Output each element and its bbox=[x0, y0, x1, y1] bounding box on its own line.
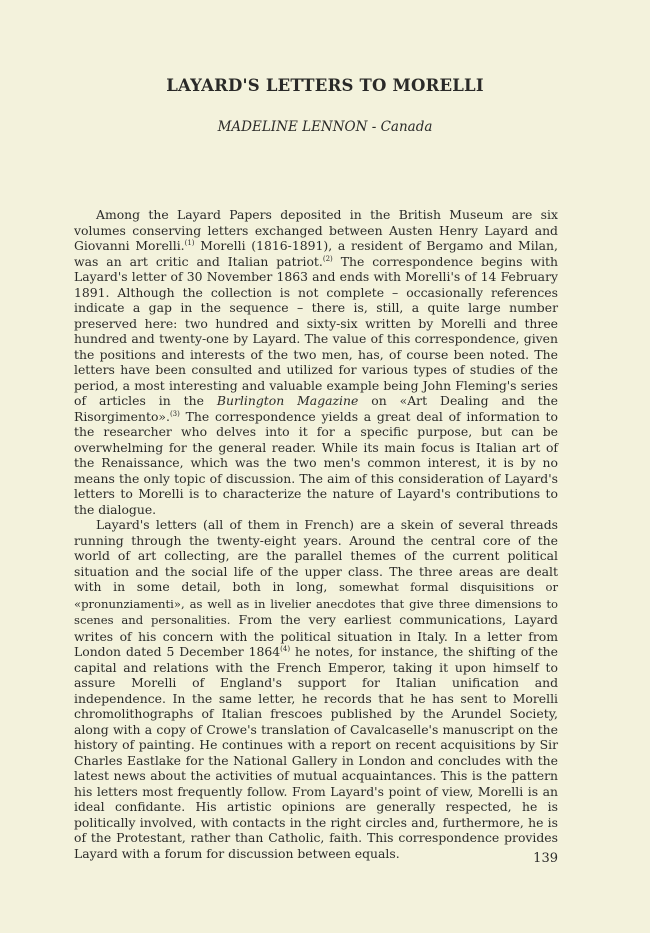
text-run: on «Art Dealing and the Risorgimento». bbox=[74, 393, 558, 424]
article-title: LAYARD'S LETTERS TO MORELLI bbox=[166, 76, 484, 95]
journal-title: Burlington Magazine bbox=[216, 393, 359, 408]
page-number: 139 bbox=[533, 851, 558, 866]
text-run: Morelli (1816-1891), a resident of Bergamo and Milan, was an art critic and Italian patriot. bbox=[74, 238, 558, 269]
footnote-ref-1: (1) bbox=[184, 238, 195, 247]
footnote-ref-2: (2) bbox=[322, 254, 333, 263]
author-name: MADELINE LENNON bbox=[217, 119, 368, 135]
text-run: Among the Layard Papers deposited in the British Museum are six volumes conserving letters exchanged between Austen Henry Layard and Giovanni Morelli. bbox=[74, 207, 558, 253]
text-run: he notes, for instance, the shifting of the capital and relations with the French Emperor, taking it upon himself to assure Morelli of England's support for Italian unification and independence. In the same letter, he records that he has sent to Morelli chromolithographs of Italian frescoes published by the Arundel Society, along with a copy of Crowe's translation of Cavalcaselle's manuscript on the history of painting. He continues with a report on recent acquisitions by Sir Charles Eastlake for the National Gallery in London and concludes with the latest news about the activities of mutual acquaintances. This is the pattern his letters most frequently follow. From Layard's point of view, Morelli is an ideal confidante. His artistic opinions are generally respected, he is politically involved, with contacts in the right circles and, furthermore, he is of the Protestant, rather than Catholic, faith. This correspondence provides Layard with a forum for discussion between equals. bbox=[74, 644, 558, 861]
text-run: From the very earliest communications, Layard writes of his concern with the political situation in Italy. In a letter from London dated 5 December 1864 bbox=[74, 612, 558, 659]
text-run: The correspondence begins with Layard's letter of 30 November 1863 and ends with Morelli's of 14 February 1891. Although the collection is not complete – occasionally references indicate a gap in the sequence – there is, still, a quite large number preserved here: two hundred and sixty-six written by Morelli and three hundred and twenty-one by Layard. The value of this correspondence, given the positions and interests of the two men, has, of course been noted. The letters have been consulted and utilized for various types of studies of the period, a most interesting and valuable example being John Fleming's series of articles in the bbox=[74, 253, 558, 408]
footnote-ref-4: (4) bbox=[280, 644, 291, 653]
author-line bbox=[0, 119, 650, 135]
article-body bbox=[74, 207, 558, 861]
text-run: somewhat formal disquisitions or «pronunziamenti», as well as in livelier anecdotes that give three dimensions to scenes and personalities. bbox=[74, 580, 558, 627]
text-run: Layard's letters (all of them in French) are a skein of several threads running through the twenty-eight years. Around the central core of the world of art collecting, are the parallel themes of the current political situation and the social life of the upper class. The three areas are dealt with in some detail, both in long, bbox=[74, 517, 558, 594]
footnote-ref-3: (3) bbox=[169, 409, 180, 418]
paragraph-1 bbox=[74, 207, 558, 517]
text-run: The correspondence yields a great deal of information to the researcher who delves into it for a specific purpose, but can be overwhelming for the general reader. While its main focus is Italian art of the Renaissance, which was the two men's common interest, it is by no means the only topic of discussion. The aim of this consideration of Layard's letters to Morelli is to characterize the nature of Layard's contributions to the dialogue. bbox=[74, 408, 558, 517]
paragraph-2 bbox=[74, 517, 558, 861]
author-country: Canada bbox=[380, 119, 433, 135]
author-separator: - bbox=[367, 119, 381, 135]
